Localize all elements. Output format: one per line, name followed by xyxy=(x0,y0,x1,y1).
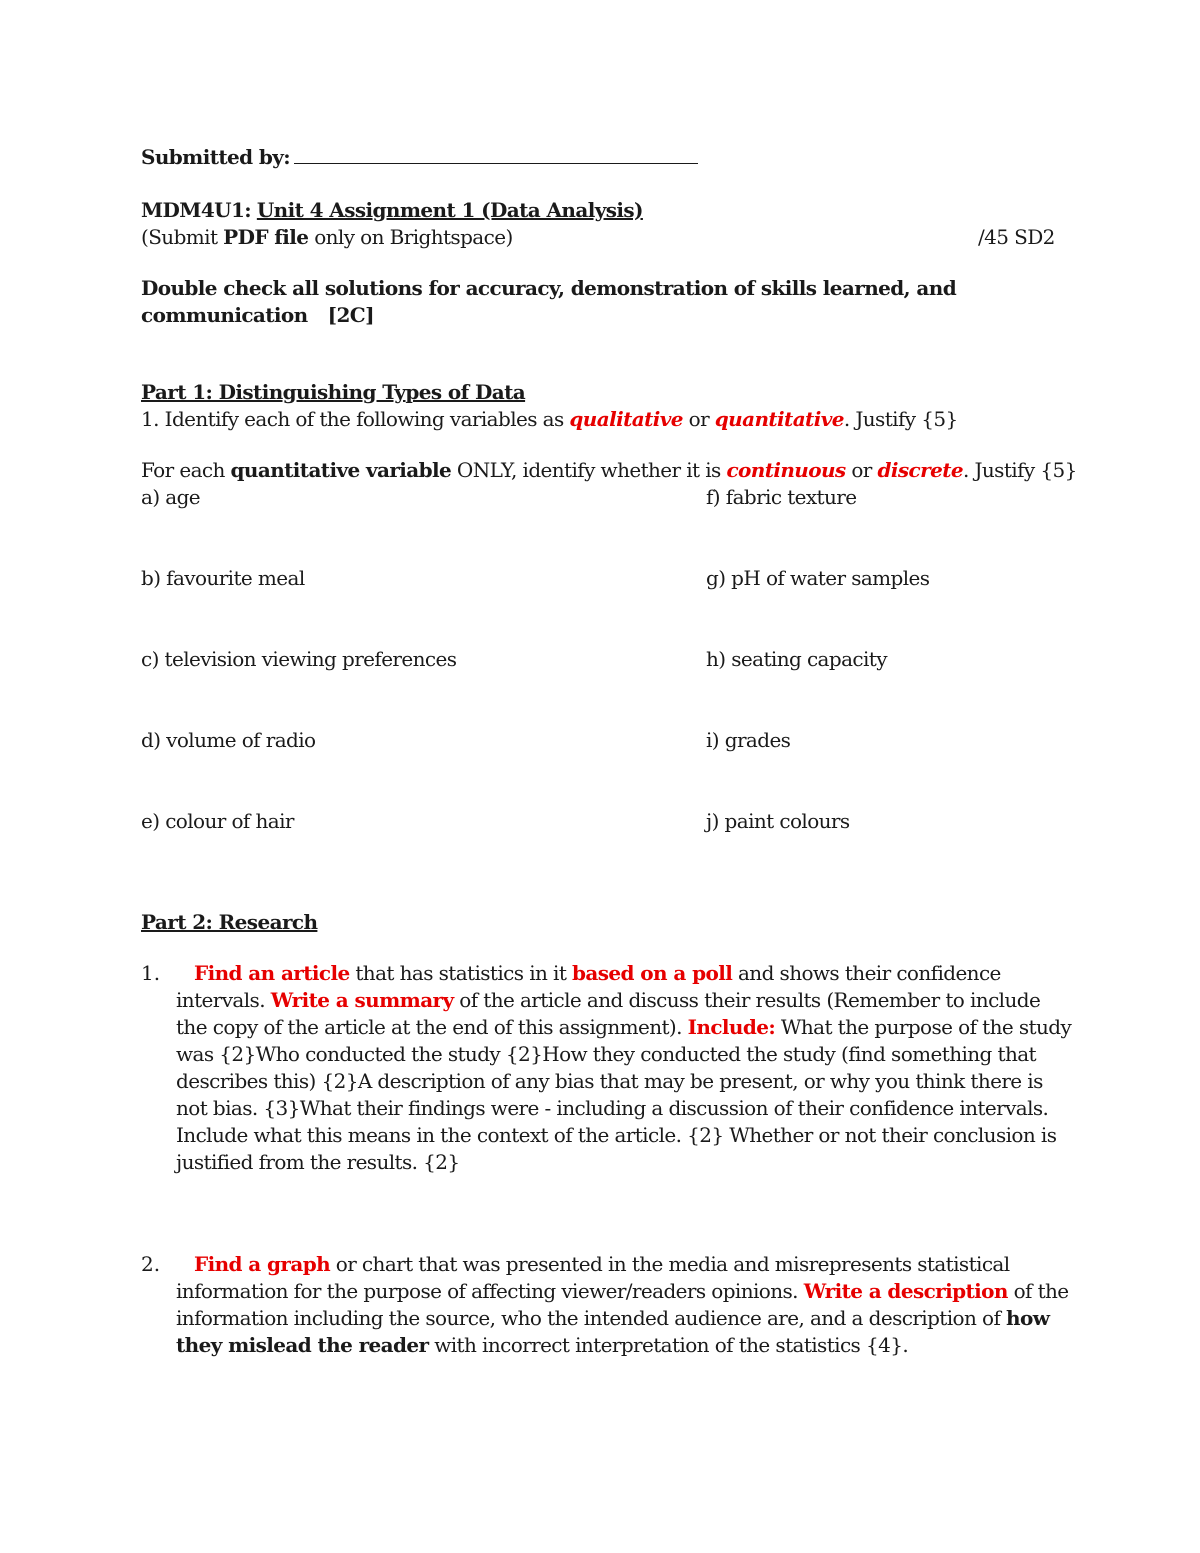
list-item: j) paint colours xyxy=(706,809,850,833)
double-check-communication: communication xyxy=(141,303,308,327)
q1-line-7: Include what this means in the context of the article. {2} Whether or not their conclusion is xyxy=(176,1123,1057,1147)
list-item: a) age xyxy=(141,485,201,509)
find-graph: Find a graph xyxy=(194,1252,331,1276)
q2-suffix: . Justify {5} xyxy=(962,458,1077,482)
question-number: 2. xyxy=(141,1252,161,1276)
q1-l2-text2: of the article and discuss their results (Remember to include xyxy=(453,988,1041,1012)
q1-or: or xyxy=(682,407,715,431)
question-number: 1. xyxy=(141,961,161,985)
q1-line-5: describes this) {2}A description of any bias that may be present, or why you think there is xyxy=(176,1069,1043,1093)
q1-l3-text2: What the purpose of the study xyxy=(775,1015,1072,1039)
list-item: d) volume of radio xyxy=(141,728,316,752)
q2-l3-text: information including the source, who the intended audience are, and a description of xyxy=(176,1306,1007,1330)
list-item: c) television viewing preferences xyxy=(141,647,457,671)
write-description: Write a description xyxy=(803,1279,1008,1303)
q2-mid: ONLY, identify whether it is xyxy=(451,458,727,482)
submission-instructions xyxy=(141,224,513,251)
q2-l2-text2: of the xyxy=(1007,1279,1069,1303)
q1-l2-text1: intervals. xyxy=(176,988,271,1012)
include-label: Include: xyxy=(687,1015,776,1039)
q2-line-1 xyxy=(194,1251,1010,1278)
double-check-code: [2C] xyxy=(327,303,374,327)
assignment-heading xyxy=(141,197,643,224)
q1-line-1 xyxy=(194,960,1001,987)
submitted-by-line xyxy=(141,143,698,171)
q2-l1-text: or chart that was presented in the media and misrepresents statistical xyxy=(330,1252,1010,1276)
q1-suffix: . Justify {5} xyxy=(843,407,958,431)
q1-line-3 xyxy=(176,1014,1071,1041)
part1-question1 xyxy=(141,406,958,433)
course-code: MDM4U1: xyxy=(141,198,252,222)
q1-line-6: not bias. {3}What their findings were - including a discussion of their confidence intervals. xyxy=(176,1096,1049,1120)
submit-open: (Submit xyxy=(141,225,224,249)
q1-term-qualitative: qualitative xyxy=(569,407,683,431)
list-item: g) pH of water samples xyxy=(706,566,930,590)
list-item: f) fabric texture xyxy=(706,485,857,509)
q1-term-quantitative: quantitative xyxy=(714,407,844,431)
q2-l4-text: with incorrect interpretation of the statistics {4}. xyxy=(428,1333,909,1357)
submitted-by-label: Submitted by: xyxy=(141,145,291,169)
part1-title: Part 1: Distinguishing Types of Data xyxy=(141,380,526,404)
list-item: b) favourite meal xyxy=(141,566,305,590)
assignment-title: Unit 4 Assignment 1 (Data Analysis) xyxy=(256,198,643,222)
q1-l1-text2: and shows their confidence xyxy=(732,961,1001,985)
part1-question2 xyxy=(141,457,1077,484)
signature-blank[interactable] xyxy=(294,143,698,164)
q2-bold: quantitative variable xyxy=(230,458,452,482)
q2-prefix: For each xyxy=(141,458,231,482)
q2-term-continuous: continuous xyxy=(726,458,846,482)
q2-line-3 xyxy=(176,1305,1049,1332)
list-item: i) grades xyxy=(706,728,791,752)
submit-rest: only on Brightspace) xyxy=(308,225,513,249)
q2-term-discrete: discrete xyxy=(877,458,963,482)
write-summary: Write a summary xyxy=(270,988,454,1012)
submit-format: PDF file xyxy=(223,225,309,249)
q2-l3-bold: how xyxy=(1006,1306,1050,1330)
q2-line-4 xyxy=(176,1332,908,1359)
q2-line-2 xyxy=(176,1278,1069,1305)
list-item: h) seating capacity xyxy=(706,647,887,671)
q1-prefix: 1. Identify each of the following variables as xyxy=(141,407,570,431)
marks-total: /45 SD2 xyxy=(978,225,1055,249)
part2-title: Part 2: Research xyxy=(141,910,318,934)
q2-l2-text1: information for the purpose of affecting viewer/readers opinions. xyxy=(176,1279,804,1303)
q1-line-2 xyxy=(176,987,1040,1014)
q2-or: or xyxy=(845,458,878,482)
q1-line-4: was {2}Who conducted the study {2}How they conducted the study (find something that xyxy=(176,1042,1036,1066)
list-item: e) colour of hair xyxy=(141,809,294,833)
q1-line-8: justified from the results. {2} xyxy=(176,1150,460,1174)
based-on-poll: based on a poll xyxy=(572,961,733,985)
find-article: Find an article xyxy=(194,961,350,985)
double-check-line-2 xyxy=(141,302,374,329)
q1-l1-text1: that has statistics in it xyxy=(349,961,573,985)
q2-l4-bold: they mislead the reader xyxy=(176,1333,429,1357)
double-check-line-1: Double check all solutions for accuracy, demonstration of skills learned, and xyxy=(141,276,957,300)
q1-l3-text1: the copy of the article at the end of this assignment). xyxy=(176,1015,688,1039)
